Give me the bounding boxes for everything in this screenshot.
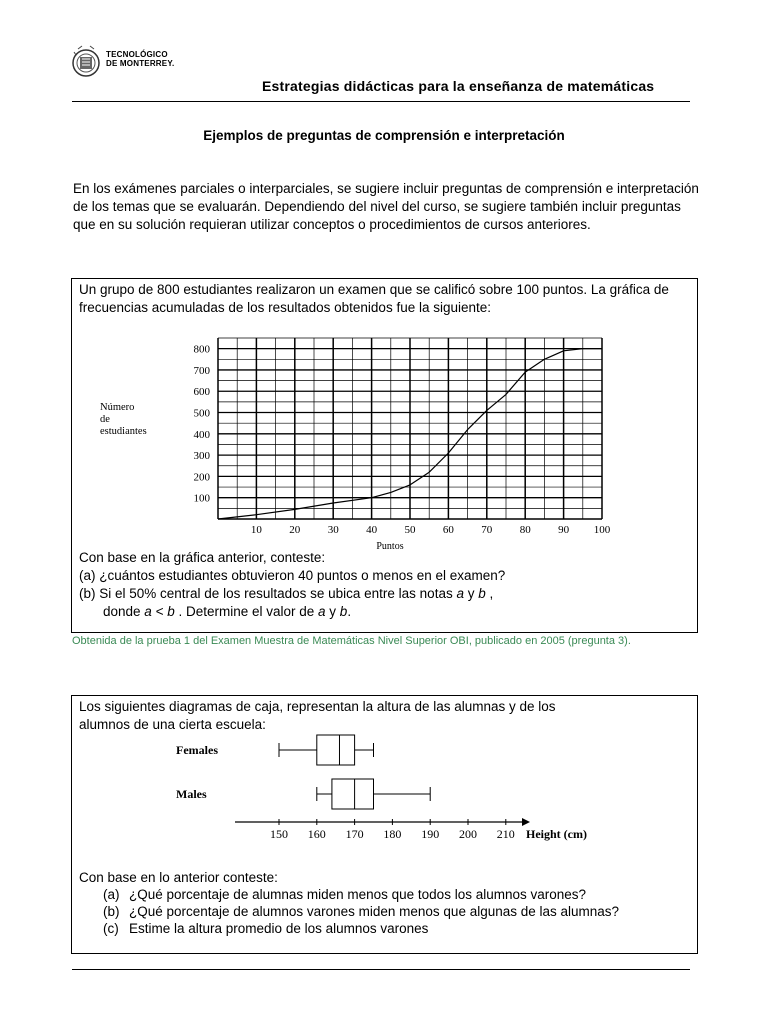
- axis-tick-label: 210: [496, 827, 515, 841]
- logo-line-1: TECNOLÓGICO: [106, 50, 168, 59]
- document-header-title: Estrategias didácticas para la enseñanza de matemáticas: [262, 78, 655, 94]
- axis-tick-label: 170: [345, 827, 364, 841]
- axis-tick-label: 180: [383, 827, 402, 841]
- question-label: (b): [103, 904, 120, 919]
- intro-paragraph: En los exámenes parciales o interparciales, se sugiere incluir preguntas de comprensión e interpretación de los temas que se evaluarán. Dependiendo del nivel del curso, se sugiere también incluir preguntas que en su solución requieran utilizar conceptos o procedimientos de cursos anteriores.: [73, 181, 699, 232]
- qb-text-end: ,: [485, 586, 494, 601]
- problem-2-questions: [79, 869, 694, 937]
- chart-grid: [218, 338, 602, 519]
- question-label: (a): [103, 887, 120, 902]
- problem-2-statement: Los siguientes diagramas de caja, representan la altura de las alumnas y de los alumnos de una cierta escuela:: [79, 699, 556, 732]
- y-axis-label-line: estudiantes: [100, 426, 147, 437]
- qb2-text-1: donde: [103, 604, 145, 619]
- x-tick-label: 40: [366, 524, 378, 536]
- axis-tick-label: 160: [307, 827, 326, 841]
- box-iqr: [317, 735, 355, 765]
- qb-var-b: b: [478, 586, 486, 601]
- problem-2-question-a: [79, 886, 694, 903]
- x-tick-label: 80: [519, 524, 531, 536]
- problem-1-lead: Con base en la gráfica anterior, conteste:: [79, 550, 326, 565]
- problem-1-statement: Un grupo de 800 estudiantes realizaron un examen que se calificó sobre 100 puntos. La gráfica de frecuencias acumuladas de los resultados obtenidos fue la siguiente:: [79, 282, 669, 315]
- box-iqr: [332, 779, 374, 809]
- question-text: ¿Qué porcentaje de alumnos varones miden menos que algunas de las alumnas?: [129, 904, 620, 919]
- source-note: Obtenida de la prueba 1 del Examen Muestra de Matemáticas Nivel Superior OBI, publicado en 2005 (pregunta 3).: [72, 635, 631, 647]
- qb-var-a: a: [456, 586, 464, 601]
- problem-1-question-b-line-2: [79, 603, 694, 621]
- y-tick-label: 700: [193, 364, 210, 377]
- problem-2-lead: Con base en lo anterior conteste:: [79, 870, 278, 885]
- qb2-text-2: . Determine el valor de: [174, 604, 319, 619]
- y-tick-label: 200: [193, 471, 210, 484]
- section-title: Ejemplos de preguntas de comprensión e interpretación: [203, 128, 565, 143]
- series-label-males: Males: [176, 787, 207, 801]
- y-tick-label: 400: [193, 428, 210, 441]
- axis-tick-label: 200: [459, 827, 477, 841]
- qb2-var-a: a: [318, 604, 326, 619]
- problem-1-question-a: (a) ¿cuántos estudiantes obtuvieron 40 puntos o menos en el examen?: [79, 568, 506, 583]
- qb2-text-end: .: [347, 604, 352, 619]
- qb2-text-y: y: [325, 604, 340, 619]
- question-label: (c): [103, 921, 119, 936]
- x-tick-label: 100: [593, 524, 611, 536]
- y-axis-label-line: de: [100, 414, 110, 425]
- qb-text-y: y: [463, 586, 479, 601]
- height-boxplot-chart: [170, 730, 630, 850]
- y-tick-label: 600: [193, 386, 210, 399]
- problem-2-question-c: [79, 920, 694, 937]
- x-tick-label: 90: [558, 524, 570, 536]
- question-text: ¿Qué porcentaje de alumnas miden menos que todos los alumnos varones?: [129, 887, 587, 902]
- qb2-condition: a < b: [144, 604, 175, 619]
- x-axis-label: Puntos: [376, 541, 404, 552]
- qb2-var-b: b: [339, 604, 348, 619]
- question-text: Estime la altura promedio de los alumnos varones: [129, 921, 429, 936]
- y-tick-label: 800: [193, 343, 210, 356]
- x-tick-label: 20: [289, 524, 301, 536]
- x-tick-label: 10: [250, 524, 262, 536]
- qb-text-1: (b) Si el 50% central de los resultados se ubica entre las notas: [79, 586, 457, 601]
- problem-1-questions: [79, 549, 694, 621]
- problem-1-question-b: [79, 585, 694, 603]
- y-tick-label: 500: [193, 407, 210, 420]
- y-tick-label: 100: [193, 492, 210, 505]
- header-divider: [72, 101, 690, 102]
- x-tick-label: 70: [481, 524, 493, 536]
- footer-divider: [72, 969, 690, 970]
- x-tick-label: 50: [404, 524, 416, 536]
- axis-arrow-icon: [522, 818, 530, 826]
- axis-label: Height (cm): [526, 827, 587, 841]
- axis-tick-label: 150: [270, 827, 288, 841]
- cumulative-frequency-chart: [100, 338, 620, 553]
- logo-line-2: DE MONTERREY.: [106, 59, 175, 68]
- x-tick-label: 60: [442, 524, 454, 536]
- boxplot-content: [176, 735, 587, 841]
- problem-2-question-b: [79, 903, 694, 920]
- y-tick-label: 300: [193, 450, 210, 463]
- axis-tick-label: 190: [421, 827, 440, 841]
- y-axis-label-line: Número: [100, 402, 135, 413]
- series-label-females: Females: [176, 743, 218, 757]
- logo-wordmark: [106, 50, 174, 68]
- x-tick-label: 30: [327, 524, 339, 536]
